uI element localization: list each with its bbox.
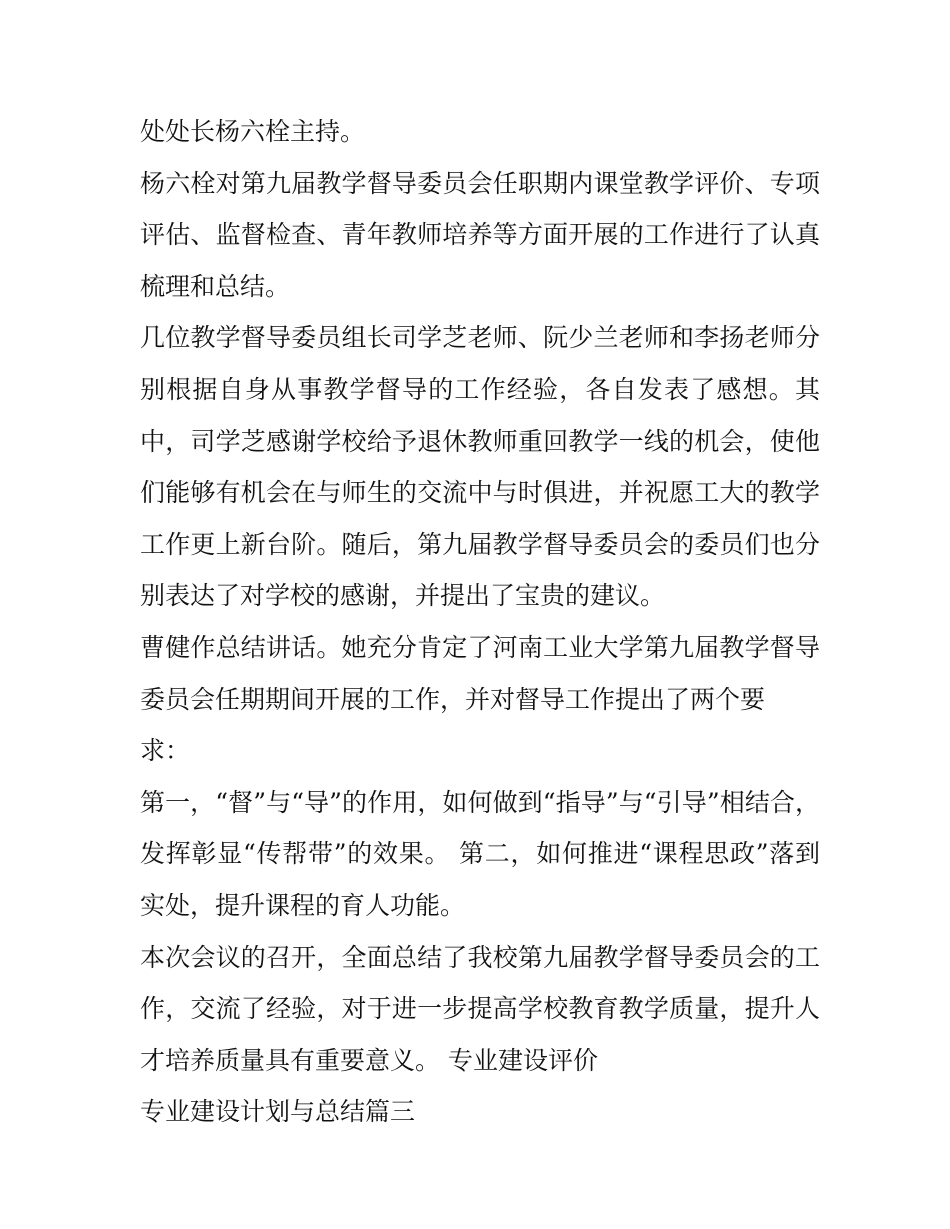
paragraph-summary-speech: 曹健作总结讲话。她充分肯定了河南工业大学第九届教学督导委员会任期期间开展的工作，并对督导工作提出了两个要 xyxy=(140,632,820,714)
paragraph-two-requirements: 第一，“督”与“导”的作用，如何做到“指导”与“引导”相结合，发挥彰显“传帮带”的效果。 第二，如何推进“课程思政”落到实处，提升课程的育人功能。 xyxy=(140,787,820,920)
paragraph-work-review: 杨六栓对第九届教学督导委员会任职期内课堂教学评价、专项评估、监督检查、青年教师培养等方面开展的工作进行了认真梳理和总结。 xyxy=(140,168,820,301)
paragraph-meeting-significance: 本次会议的召开，全面总结了我校第九届教学督导委员会的工作，交流了经验，对于进一步提高学校教育教学质量，提升人才培养质量具有重要意义。 专业建设评价 xyxy=(140,942,820,1075)
paragraph-requirements-label: 求： xyxy=(140,736,191,766)
section-heading: 专业建设计划与总结篇三 xyxy=(140,1097,416,1127)
paragraph-chair-note: 处处长杨六栓主持。 xyxy=(140,117,366,146)
document-body xyxy=(140,106,820,1138)
paragraph-member-remarks: 几位教学督导委员组长司学芝老师、阮少兰老师和李扬老师分别根据自身从事教学督导的工作经验，各自发表了感想。其中，司学芝感谢学校给予退休教师重回教学一线的机会，使他们能够有机会在与师生的交流中与时俱进，并祝愿工大的教学工作更上新台阶。随后，第九届教学督导委员会的委员们也分别表达了对学校的感谢，并提出了宝贵的建议。 xyxy=(140,323,820,611)
